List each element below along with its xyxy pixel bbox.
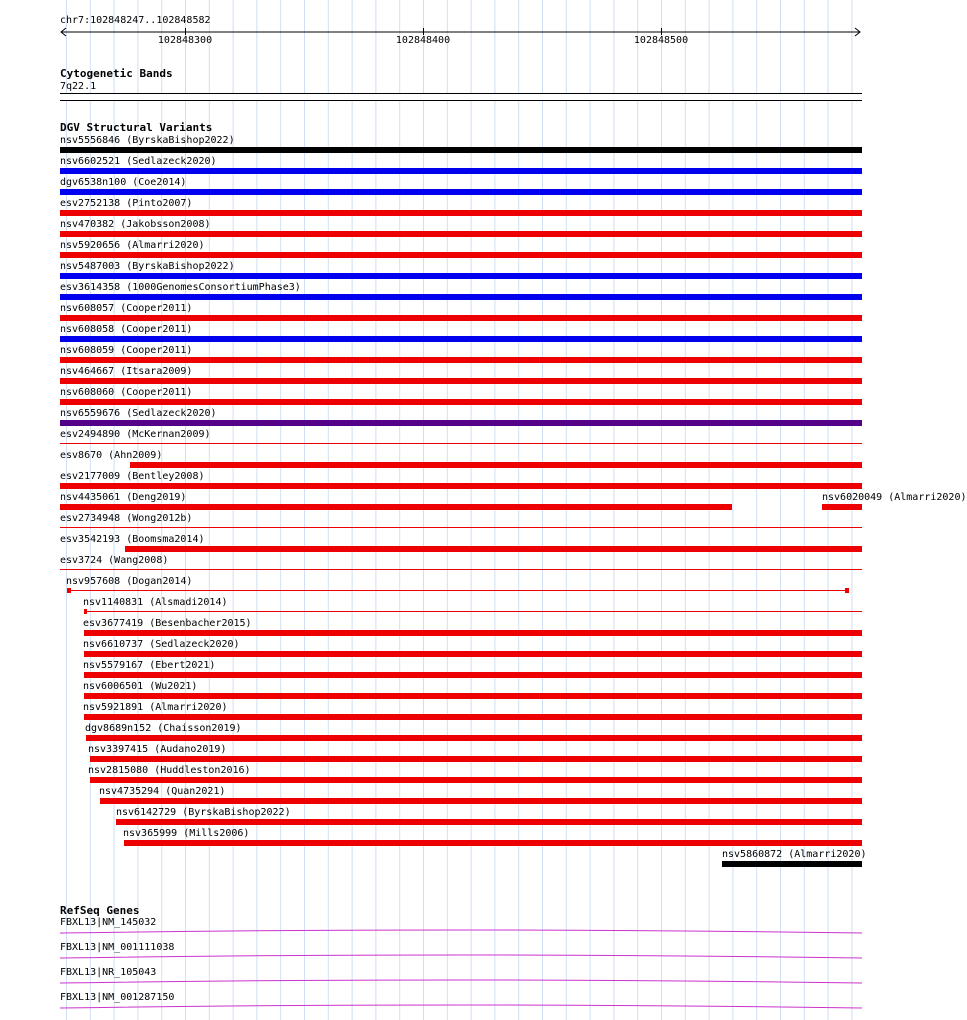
gene-intron-line[interactable] <box>59 1002 863 1010</box>
variant-bar-nsv608060[interactable] <box>60 399 862 405</box>
ruler-tick-2 <box>423 28 424 35</box>
variant-bar-nsv4435061[interactable] <box>60 504 732 510</box>
variant-endcap <box>845 588 849 593</box>
variant-label-esv2177009: esv2177009 (Bentley2008) <box>60 471 205 482</box>
variant-bar-nsv365999[interactable] <box>124 840 862 846</box>
cytoband-bar[interactable] <box>60 93 862 101</box>
variant-label-nsv5487003: nsv5487003 (ByrskaBishop2022) <box>60 261 235 272</box>
cytoband-label: 7q22.1 <box>60 81 97 92</box>
variant-bar-dgv8689n152[interactable] <box>86 735 862 741</box>
variant-bar-esv2752138[interactable] <box>60 210 862 216</box>
variant-label-nsv608060: nsv608060 (Cooper2011) <box>60 387 193 398</box>
variant-bar-esv2494890[interactable] <box>60 443 862 444</box>
gene-label: FBXL13|NM_145032 <box>60 917 157 928</box>
variant-label-esv8670: esv8670 (Ahn2009) <box>60 450 163 461</box>
variant-bar-nsv5921891[interactable] <box>84 714 862 720</box>
variant-label-esv3677419: esv3677419 (Besenbacher2015) <box>83 618 252 629</box>
variant-endcap <box>67 588 71 593</box>
variant-label-nsv6610737: nsv6610737 (Sedlazeck2020) <box>83 639 240 650</box>
variant-label-nsv2815080: nsv2815080 (Huddleston2016) <box>88 765 251 776</box>
variant-label-esv2494890: esv2494890 (McKernan2009) <box>60 429 211 440</box>
variant-label-nsv4435061: nsv4435061 (Deng2019) <box>60 492 187 503</box>
variant-label-nsv5920656: nsv5920656 (Almarri2020) <box>60 240 205 251</box>
variant-bar-nsv6559676[interactable] <box>60 420 862 426</box>
variant-label-esv3614358: esv3614358 (1000GenomesConsortiumPhase3) <box>60 282 301 293</box>
variant-bar-nsv464667[interactable] <box>60 378 862 384</box>
gene-intron-line[interactable] <box>59 977 863 985</box>
ruler-tick-1 <box>185 28 186 35</box>
cytobands-track-title: Cytogenetic Bands <box>60 67 173 80</box>
variant-label-nsv5556846: nsv5556846 (ByrskaBishop2022) <box>60 135 235 146</box>
variant-bar-nsv957608[interactable] <box>68 590 847 591</box>
variant-label-esv3724: esv3724 (Wang2008) <box>60 555 169 566</box>
variant-label-nsv6006501: nsv6006501 (Wu2021) <box>83 681 198 692</box>
variant-label-nsv365999: nsv365999 (Mills2006) <box>123 828 250 839</box>
variant-bar-nsv5920656[interactable] <box>60 252 862 258</box>
variant-label-esv3542193: esv3542193 (Boomsma2014) <box>60 534 205 545</box>
variant-label-nsv6142729: nsv6142729 (ByrskaBishop2022) <box>116 807 291 818</box>
refseq-track-title: RefSeq Genes <box>60 904 140 917</box>
variant-bar-nsv5579167[interactable] <box>84 672 862 678</box>
variant-bar-esv3677419[interactable] <box>84 630 862 636</box>
variant-bar-nsv5487003[interactable] <box>60 273 862 279</box>
variant-bar-esv2177009[interactable] <box>60 483 862 489</box>
variant-bar-nsv608059[interactable] <box>60 357 862 363</box>
variant-bar-nsv470382[interactable] <box>60 231 862 237</box>
variant-bar-esv3542193[interactable] <box>125 546 862 552</box>
variant-bar-nsv3397415[interactable] <box>90 756 862 762</box>
gene-label: FBXL13|NM_001287150 <box>60 992 175 1003</box>
variant-bar-esv8670[interactable] <box>130 462 862 468</box>
variant-bar-nsv4735294[interactable] <box>100 798 862 804</box>
variant-label-esv2734948: esv2734948 (Wong2012b) <box>60 513 193 524</box>
variant-bar-nsv6006501[interactable] <box>84 693 862 699</box>
gene-label: FBXL13|NR_105043 <box>60 967 157 978</box>
variant-bar-nsv6142729[interactable] <box>116 819 862 825</box>
variant-bar-esv3724[interactable] <box>60 569 862 570</box>
variant-bar-nsv1140831[interactable] <box>85 611 862 612</box>
variant-bar-dgv6538n100[interactable] <box>60 189 862 195</box>
variant-label-nsv6602521: nsv6602521 (Sedlazeck2020) <box>60 156 217 167</box>
variant-bar-nsv2815080[interactable] <box>90 777 862 783</box>
variant-label-nsv5921891: nsv5921891 (Almarri2020) <box>83 702 228 713</box>
variant-label-nsv5579167: nsv5579167 (Ebert2021) <box>83 660 216 671</box>
variant-bar-nsv6020049[interactable] <box>822 504 862 510</box>
variant-label-nsv4735294: nsv4735294 (Quan2021) <box>99 786 226 797</box>
variant-label-nsv6559676: nsv6559676 (Sedlazeck2020) <box>60 408 217 419</box>
variant-label-nsv470382: nsv470382 (Jakobsson2008) <box>60 219 211 230</box>
gene-label: FBXL13|NM_001111038 <box>60 942 175 953</box>
variant-bar-nsv5860872[interactable] <box>722 861 862 867</box>
variant-bar-nsv6610737[interactable] <box>84 651 862 657</box>
gene-intron-line[interactable] <box>59 952 863 960</box>
ruler-tick-label-3: 102848500 <box>633 35 689 46</box>
ruler-tick-label-1: 102848300 <box>157 35 213 46</box>
ruler-tick-label-2: 102848400 <box>395 35 451 46</box>
variant-label-esv2752138: esv2752138 (Pinto2007) <box>60 198 193 209</box>
variant-label-nsv3397415: nsv3397415 (Audano2019) <box>88 744 227 755</box>
location-label: chr7:102848247..102848582 <box>60 15 211 26</box>
variant-bar-esv2734948[interactable] <box>60 527 862 528</box>
variant-label-nsv1140831: nsv1140831 (Alsmadi2014) <box>83 597 228 608</box>
variant-bar-nsv6602521[interactable] <box>60 168 862 174</box>
variant-label-nsv957608: nsv957608 (Dogan2014) <box>66 576 193 587</box>
ruler-tick-3 <box>661 28 662 35</box>
variant-endcap <box>84 609 87 614</box>
variant-label-nsv464667: nsv464667 (Itsara2009) <box>60 366 193 377</box>
variant-label-nsv5860872: nsv5860872 (Almarri2020) <box>722 849 867 860</box>
variant-label-dgv8689n152: dgv8689n152 (Chaisson2019) <box>85 723 242 734</box>
dgv-track-title: DGV Structural Variants <box>60 121 213 134</box>
variant-bar-esv3614358[interactable] <box>60 294 862 300</box>
gene-intron-line[interactable] <box>59 927 863 935</box>
variant-label-nsv608058: nsv608058 (Cooper2011) <box>60 324 193 335</box>
variant-label-nsv608059: nsv608059 (Cooper2011) <box>60 345 193 356</box>
variant-bar-nsv608058[interactable] <box>60 336 862 342</box>
variant-label-nsv608057: nsv608057 (Cooper2011) <box>60 303 193 314</box>
variant-bar-nsv608057[interactable] <box>60 315 862 321</box>
variant-label-dgv6538n100: dgv6538n100 (Coe2014) <box>60 177 187 188</box>
variant-label-nsv6020049: nsv6020049 (Almarri2020) <box>822 492 967 503</box>
variant-bar-nsv5556846[interactable] <box>60 147 862 153</box>
